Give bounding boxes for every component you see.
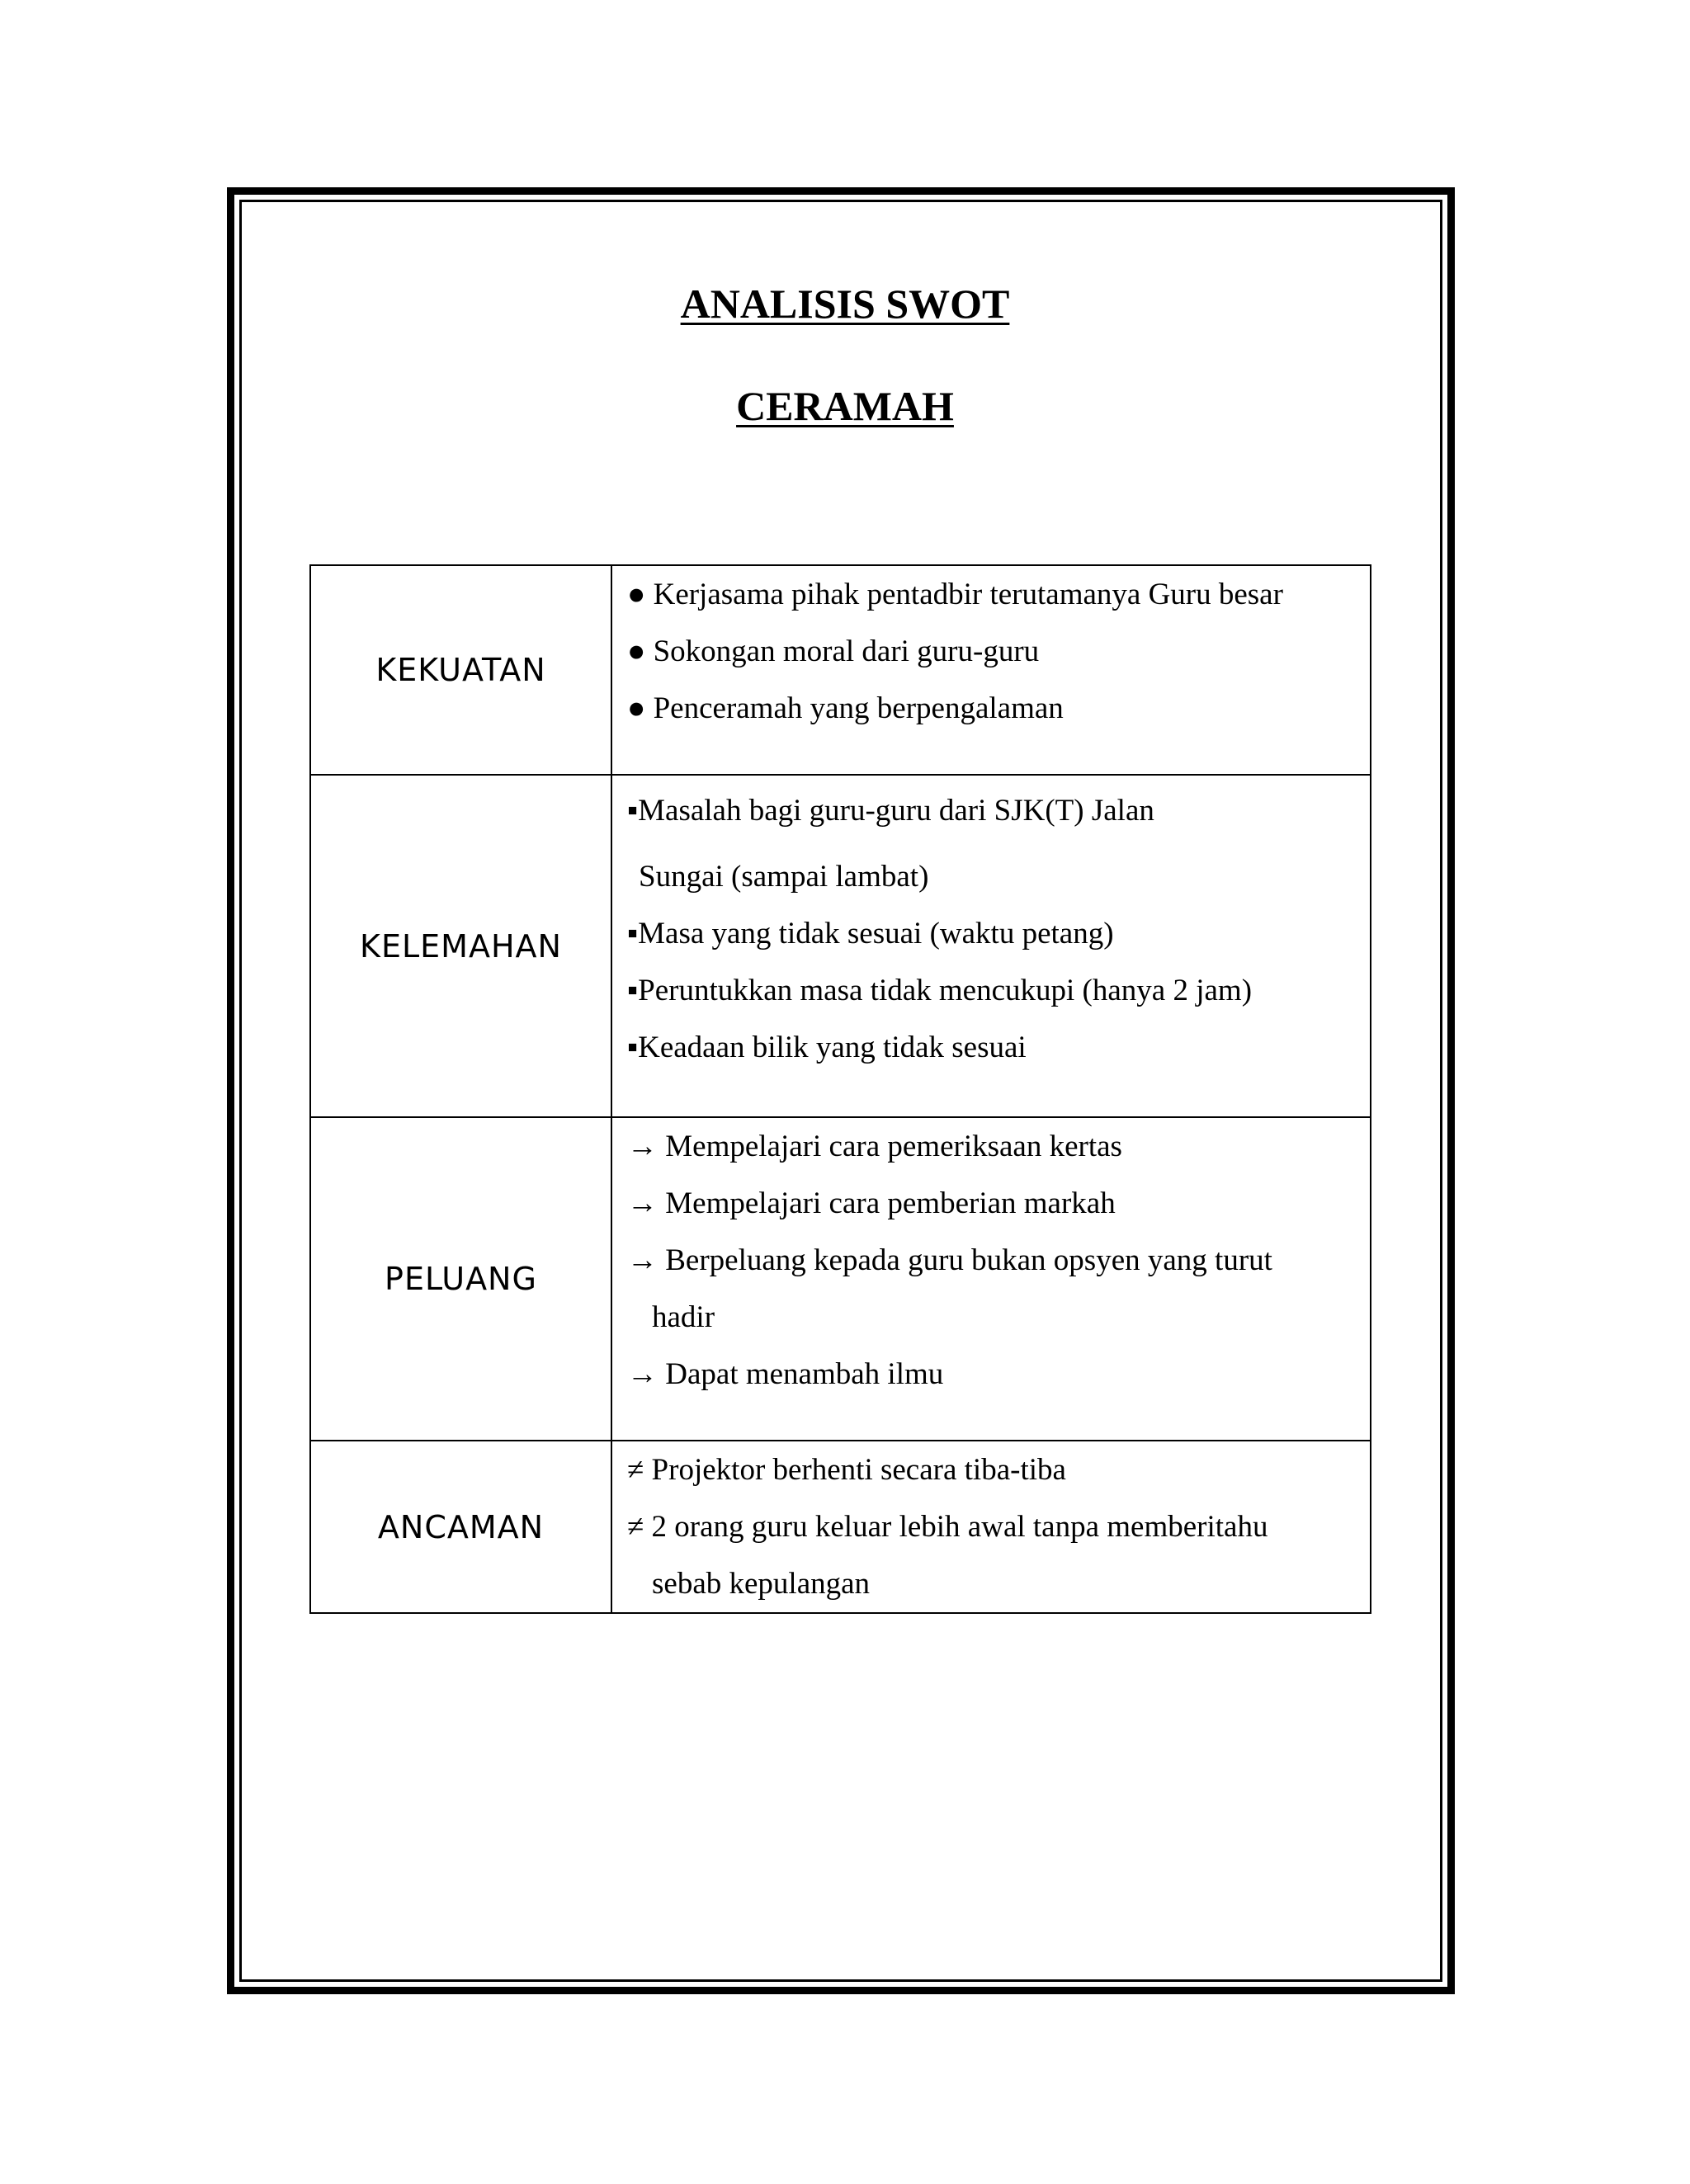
swot-row-weaknesses	[310, 775, 1371, 1117]
list-item: → Dapat menambah ilmu	[627, 1357, 944, 1391]
swot-label-weaknesses: KELEMAHAN	[310, 775, 611, 1117]
swot-row-strengths	[310, 565, 1371, 775]
list-item: ≠ 2 orang guru keluar lebih awal tanpa memberitahu	[627, 1510, 1268, 1544]
list-item: → Mempelajari cara pemberian markah	[627, 1186, 1116, 1220]
list-item: ● Sokongan moral dari guru-guru	[627, 634, 1040, 668]
list-item: → Mempelajari cara pemeriksaan kertas	[627, 1130, 1122, 1163]
list-item-continuation: Sungai (sampai lambat)	[639, 860, 929, 894]
list-item: ● Kerjasama pihak pentadbir terutamanya Guru besar	[627, 578, 1283, 611]
swot-label-strengths: KEKUATAN	[310, 565, 611, 775]
list-item: → Berpeluang kepada guru bukan opsyen yang turut	[627, 1243, 1272, 1277]
document-title: ANALISIS SWOT	[680, 281, 1010, 327]
swot-table	[309, 564, 1371, 1614]
swot-items-weaknesses	[611, 775, 1371, 1117]
list-item: ● Penceramah yang berpengalaman	[627, 691, 1064, 725]
list-item-continuation: hadir	[652, 1300, 715, 1334]
list-item: ▪Masa yang tidak sesuai (waktu petang)	[627, 917, 1114, 950]
list-item-continuation: sebab kepulangan	[652, 1567, 871, 1601]
swot-items-threats	[611, 1441, 1371, 1613]
list-item: ▪Peruntukkan masa tidak mencukupi (hanya 2 jam)	[627, 974, 1253, 1007]
document-subtitle: CERAMAH	[736, 383, 954, 429]
swot-row-threats	[310, 1441, 1371, 1613]
swot-items-strengths	[611, 565, 1371, 775]
swot-items-opportunities	[611, 1117, 1371, 1441]
swot-label-threats: ANCAMAN	[310, 1441, 611, 1613]
swot-row-opportunities	[310, 1117, 1371, 1441]
list-item: ≠ Projektor berhenti secara tiba-tiba	[627, 1453, 1066, 1487]
list-item: ▪Keadaan bilik yang tidak sesuai	[627, 1031, 1027, 1064]
list-item: ▪Masalah bagi guru-guru dari SJK(T) Jalan	[627, 794, 1154, 828]
swot-label-opportunities: PELUANG	[310, 1117, 611, 1441]
